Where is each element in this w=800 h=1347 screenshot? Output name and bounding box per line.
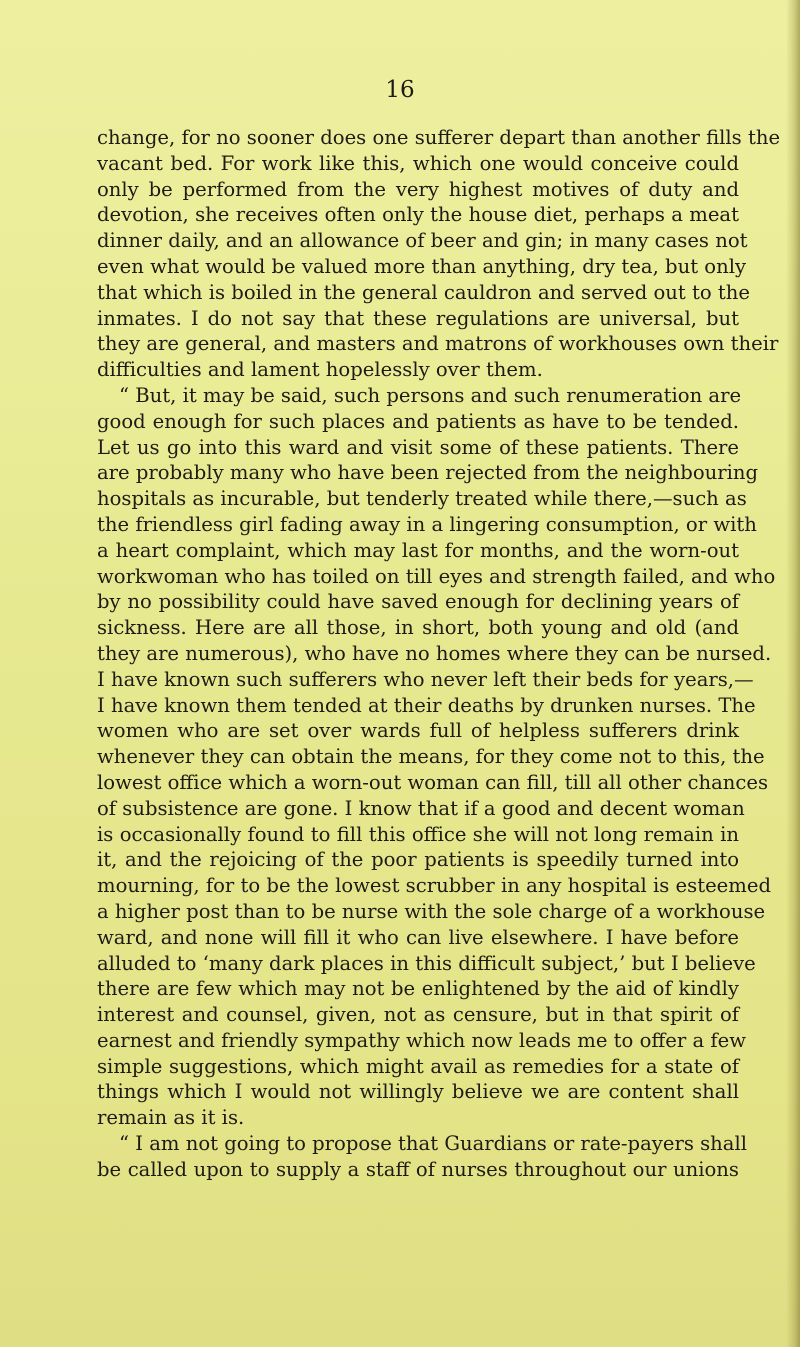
text-line: I have known them tended at their deaths by drunken nurses. The: [97, 693, 756, 717]
text-line: devotion, she receives often only the house diet, perhaps a meat: [97, 203, 739, 227]
text-line: lowest office which a worn-out woman can fill, till all other chances: [97, 770, 769, 794]
text-line: are probably many who have been rejected from the neighbouring: [97, 461, 759, 485]
text-line: good enough for such places and patients as have to be tended.: [97, 409, 739, 433]
text-line: interest and counsel, given, not as censure, but in that spirit of: [97, 1003, 739, 1027]
text-line: by no possibility could have saved enough for declining years of: [97, 590, 739, 614]
text-line: “ But, it may be said, such persons and such renumeration are: [119, 383, 742, 407]
text-line: is occasionally found to fill this office she will not long remain in: [97, 822, 739, 846]
text-line: they are general, and masters and matrons of workhouses own their: [97, 332, 779, 356]
text-line: difficulties and lament hopelessly over them.: [97, 358, 543, 382]
text-line: mourning, for to be the lowest scrubber in any hospital is esteemed: [97, 874, 771, 898]
text-line: a higher post than to be nurse with the sole charge of a workhouse: [97, 899, 766, 923]
paragraph-2: [97, 383, 776, 1131]
text-line: workwoman who has toiled on till eyes and strength failed, and who: [97, 564, 776, 588]
text-line: women who are set over wards full of helpless sufferers drink: [97, 719, 739, 743]
text-line: they are numerous), who have no homes where they can be nursed.: [97, 641, 772, 665]
text-line: only be performed from the very highest motives of duty and: [97, 177, 739, 201]
text-line: alluded to ‘many dark places in this difficult subject,’ but I believe: [97, 951, 756, 975]
text-line: earnest and friendly sympathy which now leads me to offer a few: [97, 1028, 747, 1052]
text-line: hospitals as incurable, but tenderly treated while there,—such as: [97, 487, 747, 511]
page-edge-shadow: [786, 0, 800, 1347]
text-line: sickness. Here are all those, in short, both young and old (and: [97, 616, 739, 640]
text-line: Let us go into this ward and visit some of these patients. There: [97, 435, 739, 459]
text-line: whenever they can obtain the means, for they come not to this, the: [97, 745, 765, 769]
text-line: vacant bed. For work like this, which one would conceive could: [97, 151, 739, 175]
text-line: of subsistence are gone. I know that if a good and decent woman: [97, 796, 745, 820]
text-line: change, for no sooner does one sufferer depart than another fills the: [97, 126, 781, 149]
page-number: 16: [385, 77, 415, 103]
text-line: a heart complaint, which may last for months, and the worn-out: [97, 538, 739, 562]
text-line: remain as it is.: [97, 1106, 245, 1130]
text-line: inmates. I do not say that these regulations are universal, but: [97, 306, 739, 330]
text-line: the friendless girl fading away in a lingering consumption, or with: [97, 512, 757, 536]
text-line: that which is boiled in the general cauldron and served out to the: [97, 280, 750, 304]
text-line: even what would be valued more than anything, dry tea, but only: [97, 254, 747, 278]
text-line: I have known such sufferers who never left their beds for years,—: [97, 667, 754, 691]
text-line: there are few which may not be enlightened by the aid of kindly: [97, 977, 739, 1001]
text-line: it, and the rejoicing of the poor patients is speedily turned into: [97, 848, 739, 872]
text-line: “ I am not going to propose that Guardians or rate-payers shall: [119, 1132, 747, 1156]
text-line: ward, and none will fill it who can live elsewhere. I have before: [97, 925, 739, 949]
text-line: be called upon to supply a staff of nurses throughout our unions: [97, 1157, 739, 1181]
text-line: dinner daily, and an allowance of beer and gin; in many cases not: [97, 229, 748, 253]
body-text: [97, 125, 781, 1183]
text-line: simple suggestions, which might avail as remedies for a state of: [97, 1054, 739, 1078]
text-line: things which I would not willingly believe we are content shall: [97, 1080, 739, 1104]
paragraph-1: [97, 125, 781, 383]
paragraph-3: [97, 1131, 747, 1183]
